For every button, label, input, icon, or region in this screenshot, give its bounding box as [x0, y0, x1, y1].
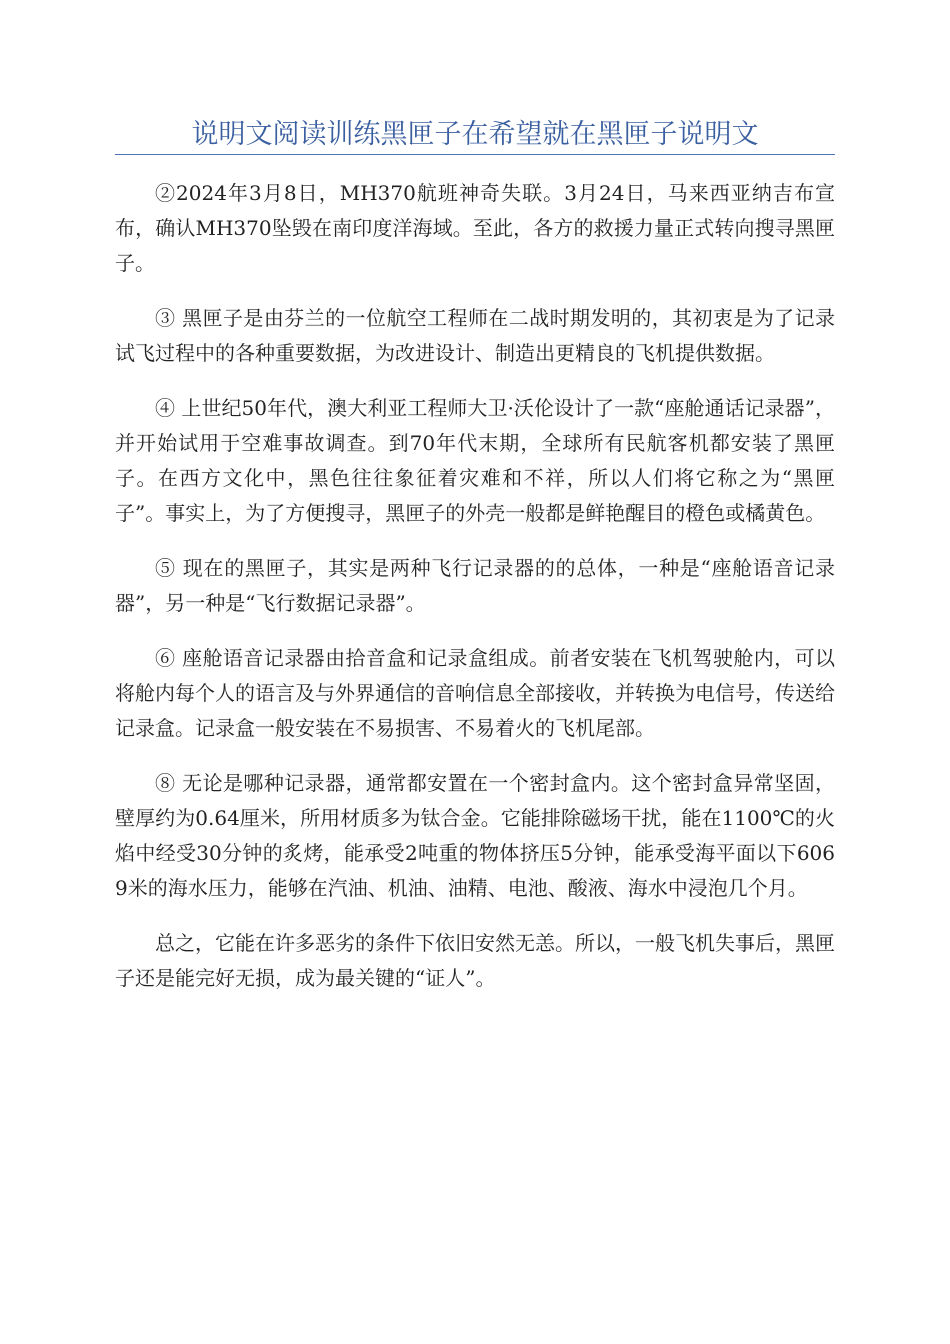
paragraph-summary: 总之，它能在许多恶劣的条件下依旧安然无恙。所以，一般飞机失事后，黑匣子还是能完好无损，成为最关键的“证人”。 [115, 931, 835, 990]
paragraph-4: ④ 上世纪50年代，澳大利亚工程师大卫·沃伦设计了一款“座舱通话记录器”，并开始试用于空难事故调查。到70年代末期，全球所有民航客机都安装了黑匣子。在西方文化中，黑色往往象征着灾难和不祥，所以人们将它称之为“黑匣子”。事实上，为了方便搜寻，黑匣子的外壳一般都是鲜艳醒目的橙色或橘黄色。 [115, 396, 835, 525]
paragraph-3: ③ 黑匣子是由芬兰的一位航空工程师在二战时期发明的，其初衷是为了记录试飞过程中的各种重要数据，为改进设计、制造出更精良的飞机提供数据。 [115, 306, 835, 365]
document-body [115, 176, 835, 1016]
paragraph-8: ⑧ 无论是哪种记录器，通常都安置在一个密封盒内。这个密封盒异常坚固，壁厚约为0.64厘米，所用材质多为钛合金。它能排除磁场干扰，能在1100℃的火焰中经受30分钟的炙烤，能承受2吨重的物体挤压5分钟，能承受海平面以下6069米的海水压力，能够在汽油、机油、油精、电池、酸液、海水中浸泡几个月。 [115, 771, 835, 900]
paragraph-5: ⑤ 现在的黑匣子，其实是两种飞行记录器的的总体，一种是“座舱语音记录器”，另一种是“飞行数据记录器”。 [115, 556, 835, 615]
paragraph-6: ⑥ 座舱语音记录器由拾音盒和记录盒组成。前者安装在飞机驾驶舱内，可以将舱内每个人的语言及与外界通信的音响信息全部接收，并转换为电信号，传送给记录盒。记录盒一般安装在不易损害、不易着火的飞机尾部。 [115, 646, 835, 740]
paragraph-2: ②2024年3月8日，MH370航班神奇失联。3月24日，马来西亚纳吉布宣布，确认MH370坠毁在南印度洋海域。至此，各方的救援力量正式转向搜寻黑匣子。 [115, 181, 835, 275]
document-title: 说明文阅读训练黑匣子在希望就在黑匣子说明文 [191, 119, 759, 150]
title-underline [115, 154, 835, 155]
